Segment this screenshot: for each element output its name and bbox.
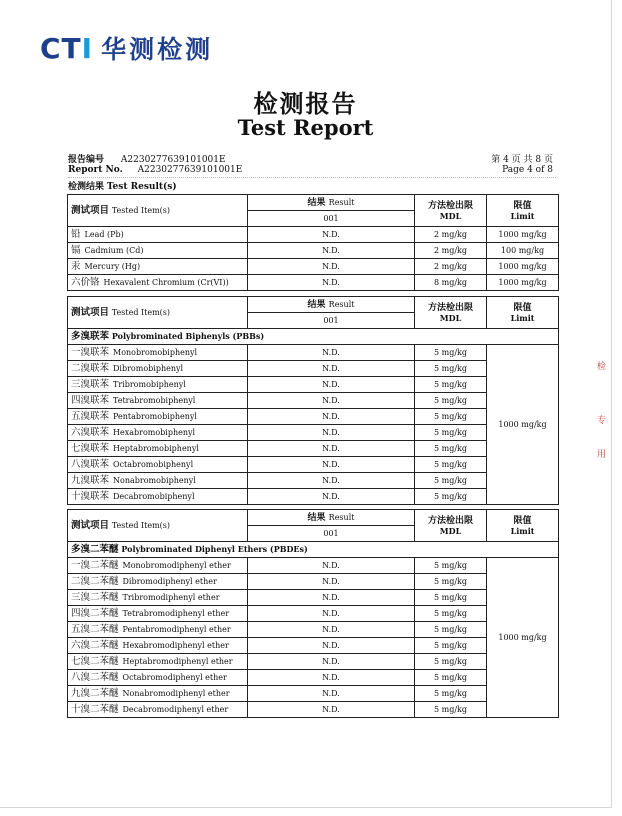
item-mdl: 5 mg/kg: [415, 606, 487, 622]
item-name: 八溴二苯醚 Octabromodiphenyl ether: [68, 670, 248, 686]
item-name: 铅 Lead (Pb): [68, 227, 248, 243]
item-result: N.D.: [248, 473, 415, 489]
item-result: N.D.: [248, 489, 415, 505]
item-result: N.D.: [248, 377, 415, 393]
item-result: N.D.: [248, 702, 415, 718]
stamp-char: 用: [597, 450, 607, 460]
item-mdl: 5 mg/kg: [415, 409, 487, 425]
item-name: 六溴联苯 Hexabromobiphenyl: [68, 425, 248, 441]
item-mdl: 5 mg/kg: [415, 393, 487, 409]
table-row: [68, 259, 559, 275]
header-mdl: 方法检出限 MDL: [415, 297, 487, 329]
logo-chinese-name: 华测检测: [101, 35, 214, 64]
item-mdl: 5 mg/kg: [415, 441, 487, 457]
header-limit: 限值 Limit: [487, 510, 559, 542]
group-title: 多溴二苯醚 Polybrominated Diphenyl Ethers (PBDEs): [68, 542, 559, 558]
item-name: 七溴二苯醚 Heptabromodiphenyl ether: [68, 654, 248, 670]
table-row: [68, 489, 559, 505]
group-row: [68, 542, 559, 558]
table-row: [68, 441, 559, 457]
item-mdl: 5 mg/kg: [415, 590, 487, 606]
header-sample-id: 001: [248, 526, 415, 542]
table-header-row: [68, 195, 559, 211]
item-name: 六溴二苯醚 Hexabromodiphenyl ether: [68, 638, 248, 654]
item-name: 三溴二苯醚 Tribromodiphenyl ether: [68, 590, 248, 606]
header-tested-item: 测试项目 Tested Item(s): [68, 297, 248, 329]
table-header-row: [68, 510, 559, 526]
section-title-cn: 检测结果: [68, 182, 105, 192]
item-limit: 100 mg/kg: [487, 243, 559, 259]
item-name: 七溴联苯 Heptabromobiphenyl: [68, 441, 248, 457]
item-name: 九溴二苯醚 Nonabromodiphenyl ether: [68, 686, 248, 702]
table-row: [68, 606, 559, 622]
item-name: 十溴联苯 Decabromobiphenyl: [68, 489, 248, 505]
table-row: [68, 457, 559, 473]
item-result: N.D.: [248, 345, 415, 361]
table-row: [68, 670, 559, 686]
item-mdl: 2 mg/kg: [415, 227, 487, 243]
header-mdl: 方法检出限 MDL: [415, 510, 487, 542]
table-row: [68, 425, 559, 441]
item-mdl: 5 mg/kg: [415, 638, 487, 654]
item-mdl: 5 mg/kg: [415, 377, 487, 393]
stamp-char: 专: [597, 416, 607, 426]
item-result: N.D.: [248, 670, 415, 686]
item-name: 二溴联苯 Dibromobiphenyl: [68, 361, 248, 377]
item-result: N.D.: [248, 590, 415, 606]
item-name: 五溴二苯醚 Pentabromodiphenyl ether: [68, 622, 248, 638]
header-tested-item: 测试项目 Tested Item(s): [68, 510, 248, 542]
item-mdl: 5 mg/kg: [415, 558, 487, 574]
table-row: [68, 590, 559, 606]
item-mdl: 5 mg/kg: [415, 425, 487, 441]
item-name: 十溴二苯醚 Decabromodiphenyl ether: [68, 702, 248, 718]
results-table-pbbs: [67, 296, 559, 505]
group-row: [68, 329, 559, 345]
item-mdl: 5 mg/kg: [415, 489, 487, 505]
item-name: 二溴二苯醚 Dibromodiphenyl ether: [68, 574, 248, 590]
item-name: 九溴联苯 Nonabromobiphenyl: [68, 473, 248, 489]
group-title: 多溴联苯 Polybrominated Biphenyls (PBBs): [68, 329, 559, 345]
header-result: 结果 Result: [248, 510, 415, 526]
item-limit: 1000 mg/kg: [487, 259, 559, 275]
item-result: N.D.: [248, 638, 415, 654]
item-result: N.D.: [248, 361, 415, 377]
table-row: [68, 361, 559, 377]
item-result: N.D.: [248, 441, 415, 457]
section-title: [68, 179, 177, 192]
table-row: [68, 409, 559, 425]
table-row: [68, 227, 559, 243]
table-row: [68, 686, 559, 702]
item-result: N.D.: [248, 654, 415, 670]
item-result: N.D.: [248, 259, 415, 275]
header-mdl: 方法检出限 MDL: [415, 195, 487, 227]
item-mdl: 5 mg/kg: [415, 622, 487, 638]
item-mdl: 5 mg/kg: [415, 345, 487, 361]
header-divider: [68, 177, 556, 178]
item-name: 三溴联苯 Tribromobiphenyl: [68, 377, 248, 393]
report-number-en: [68, 165, 242, 175]
item-result: N.D.: [248, 275, 415, 291]
header-sample-id: 001: [248, 211, 415, 227]
item-mdl: 5 mg/kg: [415, 702, 487, 718]
item-result: N.D.: [248, 409, 415, 425]
report-number-cn: [68, 152, 226, 165]
header-result: 结果 Result: [248, 195, 415, 211]
table-row: [68, 622, 559, 638]
seal-stamp-fragment: [597, 360, 609, 480]
header-tested-item: 测试项目 Tested Item(s): [68, 195, 248, 227]
item-mdl: 2 mg/kg: [415, 259, 487, 275]
table-row: [68, 574, 559, 590]
item-result: N.D.: [248, 393, 415, 409]
results-table-pbdes: [67, 509, 559, 718]
table-row: [68, 654, 559, 670]
section-title-en: Test Result(s): [106, 182, 177, 192]
item-mdl: 5 mg/kg: [415, 473, 487, 489]
item-name: 镉 Cadmium (Cd): [68, 243, 248, 259]
table-row: [68, 275, 559, 291]
item-result: N.D.: [248, 227, 415, 243]
item-name: 四溴二苯醚 Tetrabromodiphenyl ether: [68, 606, 248, 622]
item-mdl: 5 mg/kg: [415, 686, 487, 702]
item-limit: 1000 mg/kg: [487, 227, 559, 243]
header-limit: 限值 Limit: [487, 195, 559, 227]
table-row: [68, 702, 559, 718]
report-number-en-label: Report No.: [68, 165, 123, 175]
item-mdl: 2 mg/kg: [415, 243, 487, 259]
table-row: [68, 393, 559, 409]
report-number-cn-label: 报告编号: [68, 155, 105, 165]
item-mdl: 5 mg/kg: [415, 457, 487, 473]
table-row: [68, 473, 559, 489]
stamp-char: 检: [597, 362, 607, 372]
table-header-row: [68, 297, 559, 313]
item-name: 五溴联苯 Pentabromobiphenyl: [68, 409, 248, 425]
item-name: 六价铬 Hexavalent Chromium (Cr(VI)): [68, 275, 248, 291]
item-limit: 1000 mg/kg: [487, 558, 559, 718]
table-row: [68, 377, 559, 393]
item-result: N.D.: [248, 686, 415, 702]
page-title-english: Test Report: [237, 115, 374, 140]
item-name: 八溴联苯 Octabromobiphenyl: [68, 457, 248, 473]
item-name: 汞 Mercury (Hg): [68, 259, 248, 275]
item-mdl: 5 mg/kg: [415, 670, 487, 686]
page-title-chinese: 检测报告: [253, 89, 358, 118]
item-name: 一溴二苯醚 Monobromodiphenyl ether: [68, 558, 248, 574]
page-indicator-en: Page 4 of 8: [502, 165, 553, 175]
item-mdl: 8 mg/kg: [415, 275, 487, 291]
item-mdl: 5 mg/kg: [415, 361, 487, 377]
item-result: N.D.: [248, 574, 415, 590]
item-result: N.D.: [248, 425, 415, 441]
item-result: N.D.: [248, 606, 415, 622]
item-limit: 1000 mg/kg: [487, 275, 559, 291]
header-result: 结果 Result: [248, 297, 415, 313]
item-mdl: 5 mg/kg: [415, 654, 487, 670]
item-result: N.D.: [248, 243, 415, 259]
item-result: N.D.: [248, 457, 415, 473]
header-limit: 限值 Limit: [487, 297, 559, 329]
item-name: 一溴联苯 Monobromobiphenyl: [68, 345, 248, 361]
item-result: N.D.: [248, 622, 415, 638]
company-logo: [40, 30, 213, 66]
table-row: [68, 243, 559, 259]
item-limit: 1000 mg/kg: [487, 345, 559, 505]
table-row: [68, 638, 559, 654]
header-sample-id: 001: [248, 313, 415, 329]
item-result: N.D.: [248, 558, 415, 574]
results-table-metals: [67, 194, 559, 291]
item-mdl: 5 mg/kg: [415, 574, 487, 590]
report-number-value-en: A2230277639101001E: [137, 165, 243, 175]
logo-mark: CTI: [40, 31, 94, 65]
table-row: [68, 558, 559, 574]
table-row: [68, 345, 559, 361]
page-indicator-cn: 第 4 页 共 8 页: [491, 155, 553, 165]
item-name: 四溴联苯 Tetrabromobiphenyl: [68, 393, 248, 409]
report-number-value: A2230277639101001E: [120, 155, 226, 165]
